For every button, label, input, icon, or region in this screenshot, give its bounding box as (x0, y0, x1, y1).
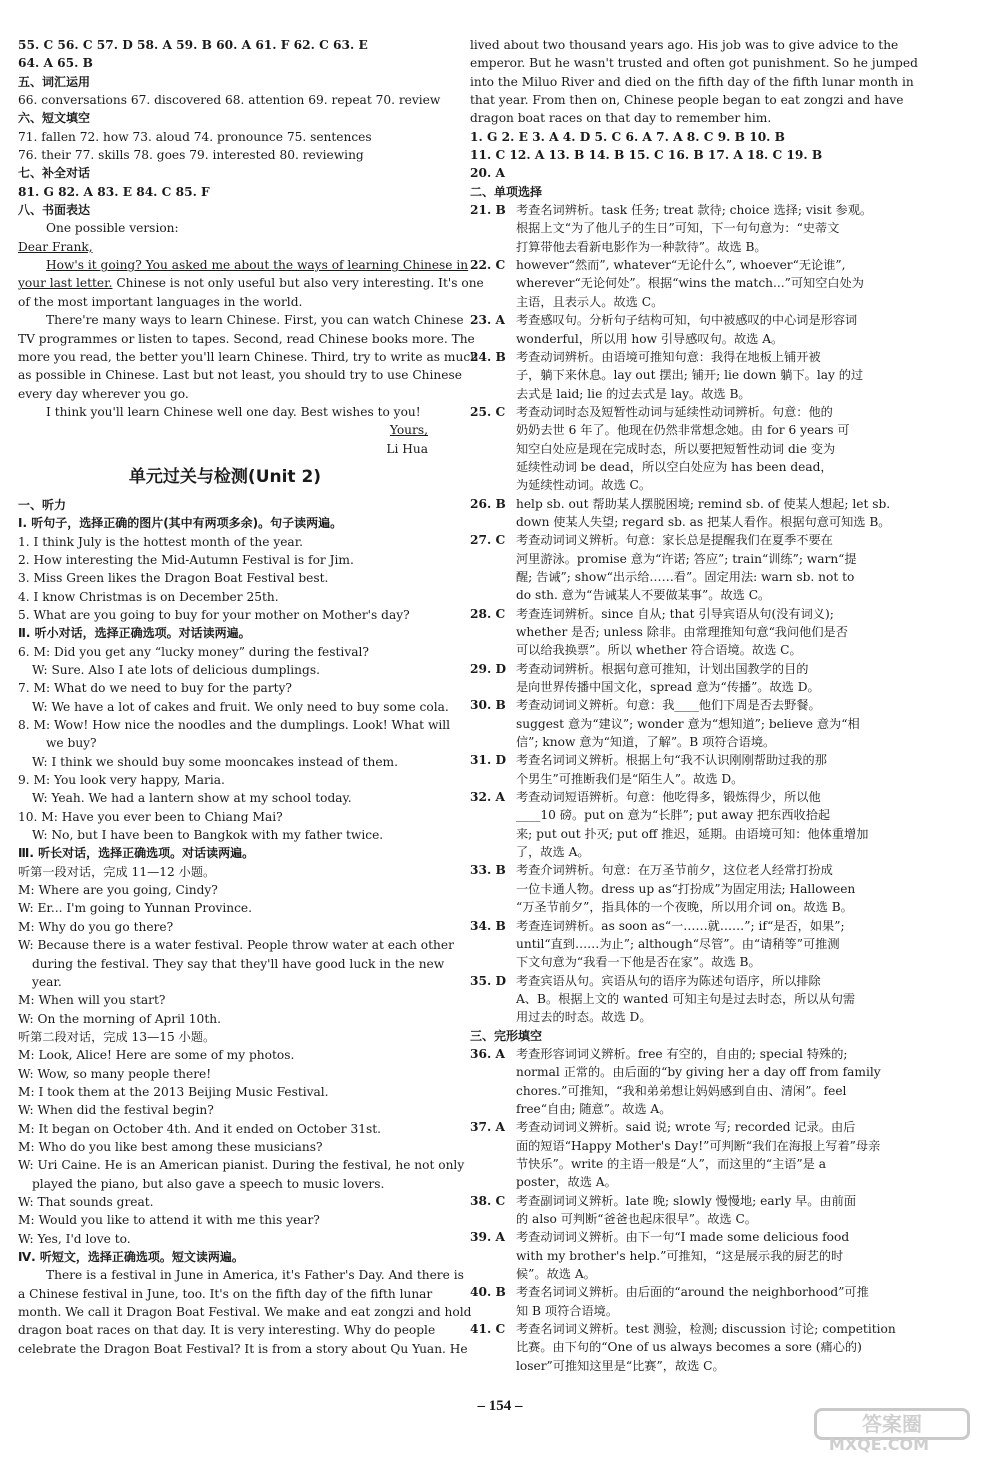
explanation-line: do sth. 意为“告诫某人不要做某事”。故选 C。 (516, 588, 771, 603)
explanation-line: 节快乐”。write 的主语一般是“人”，而这里的“主语”是 a (516, 1156, 826, 1171)
answer-key (470, 1247, 516, 1265)
dialog-line: W: Er... I'm going to Yunnan Province. (18, 901, 253, 916)
explanation-line: A、B。根据上文的 wanted 可知主句是过去时态，所以从句需 (516, 991, 856, 1006)
answer-key (470, 586, 516, 604)
cloze-explanations (470, 1045, 896, 1375)
answer-key: 28. C (470, 606, 506, 621)
dialog-line: M: Would you like to attend it with me this year? (18, 1213, 320, 1228)
answer-key: 33. B (470, 863, 506, 878)
section-heading-fill: 六、短文填空 (18, 111, 91, 126)
explanation-line: loser”可推知这里是“比赛”，故选 C。 (516, 1358, 725, 1373)
explanation-item (470, 972, 884, 1027)
explanation-line: help sb. out 帮助某人摆脱困境; remind sb. of 使某人想起; let sb. (516, 496, 891, 511)
answer-key (470, 990, 516, 1008)
answer-key (470, 935, 516, 953)
answer-key (470, 1063, 516, 1081)
explanation-line: 知空白处应是现在完成时态，所以要把短暂性动词 die 变为 (516, 441, 836, 456)
dialog-line: played the piano, but also gave a speech to music lovers. (32, 1176, 385, 1191)
unit-title: 单元过关与检测(Unit 2) (128, 466, 322, 487)
passage-line: a Chinese festival in June, too. It's on the fifth day of the fifth lunar (18, 1286, 433, 1301)
answer-key: 40. B (470, 1285, 506, 1300)
answer-key (470, 1302, 516, 1320)
answer-key (470, 1155, 516, 1173)
explanation-line: 考查连词辨析。since 自从; that 引导宾语从句(没有词义); (516, 606, 834, 621)
writing-version-label: One possible version: (46, 221, 179, 236)
answer-key: 37. A (470, 1120, 505, 1135)
answer-key: 32. A (470, 790, 505, 805)
explanation-line: 比赛。由下句的“One of us always becomes a sore (痛心的) (516, 1340, 862, 1355)
explanation-line: with my brother's help.”可推知，“这是展示我的厨艺的时 (516, 1248, 844, 1263)
section-heading-cloze: 三、完形填空 (470, 1028, 543, 1043)
explanation-line: 考查副词词义辨析。late 晚; slowly 慢慢地; early 早。由前面 (516, 1193, 857, 1208)
letter-line: as possible in Chinese. Last but not least, you should try to use Chinese (18, 368, 462, 383)
part-3-intro-2: 听第二段对话，完成 13—15 小题。 (18, 1029, 216, 1044)
answer-key (470, 880, 516, 898)
dialog-line: W: No, but I have been to Bangkok with my father twice. (32, 828, 384, 843)
explanation-line: 考查动词短语辨析。句意：他吃得多，锻炼得少，所以他 (516, 790, 821, 805)
explanation-item (470, 1045, 884, 1118)
explanation-line: 醒; 告诫”; show“出示给……看”。固定用法: warn sb. not to (516, 569, 855, 584)
dialog-line: W: When did the festival begin? (18, 1103, 214, 1118)
explanation-line: 考查名词词义辨析。test 测验，检测; discussion 讨论; competition (516, 1322, 896, 1337)
answer-key: 34. B (470, 918, 506, 933)
letter-text: Chinese is not only useful but also very interesting. It's one (112, 276, 484, 291)
answer-key: 39. A (470, 1230, 505, 1245)
explanation-line: 一位卡通人物。dress up as“打扮成”为固定用法; Halloween (516, 881, 856, 896)
explanation-line: 用过去的时态。故选 D。 (516, 1010, 652, 1025)
dialog-line: W: Sure. Also I ate lots of delicious dumplings. (32, 663, 320, 677)
answer-key (470, 421, 516, 439)
answer-key (470, 825, 516, 843)
answer-key: 30. B (470, 698, 506, 713)
explanation-line: chores.”可推知，“我和弟弟想让妈妈感到自由、清闲”。feel (516, 1083, 847, 1098)
letter-line (18, 274, 484, 292)
dialog-line: 9. M: You look very happy, Maria. (18, 773, 225, 788)
dialog-line: M: I took them at the 2013 Beijing Music Festival. (18, 1084, 329, 1099)
explanation-line: 考查宾语从句。宾语从句的语序为陈述句语序，所以排除 (516, 973, 821, 988)
part-1-items (18, 533, 432, 625)
letter-closing: Yours, (389, 423, 428, 438)
answer-key (470, 440, 516, 458)
explanation-item (470, 495, 891, 532)
dialog-line: W: That sounds great. (18, 1194, 154, 1209)
answer-key (470, 843, 516, 861)
explanation-line: whether 是否; unless 除非。由常理推知句意“我问他们是否 (516, 625, 848, 639)
fill-answers-2: 76. their 77. skills 78. goes 79. interested 80. reviewing (18, 148, 364, 163)
explanation-item (470, 1118, 884, 1191)
dialog-line: M: Where are you going, Cindy? (18, 883, 218, 898)
dialog-line: W: Wow, so many people there! (18, 1066, 212, 1081)
explanation-item (470, 1283, 884, 1320)
part-3-dialog-2 (18, 1046, 465, 1248)
explanation-line: 去式是 laid; lie 的过去式是 lay。故选 B。 (516, 386, 751, 401)
dialog-line: 6. M: Did you get any “lucky money” during the festival? (18, 644, 369, 659)
explanation-line: 主语，且表示人。故选 C。 (516, 294, 664, 309)
answer-key (470, 1357, 516, 1375)
explanation-line: 考查介词辨析。句意：在万圣节前夕，这位老人经常打扮成 (516, 863, 833, 878)
explanation-item (470, 788, 884, 861)
explanation-line: 下文句意为“我看一下他是否在家”。故选 B。 (516, 955, 761, 970)
listening-item: 5. What are you going to buy for your mother on Mother's day? (18, 607, 410, 622)
watermark-text-bottom: MXQE.COM (828, 1435, 930, 1454)
passage-line: celebrate the Dragon Boat Festival? It is from a story about Qu Yuan. He (18, 1341, 468, 1356)
explanation-item (470, 917, 884, 972)
dialog-answers: 81. G 82. A 83. E 84. C 85. F (18, 184, 210, 199)
explanation-line: 考查动词辨析。根据句意可推知，计划出国教学的目的 (516, 661, 809, 676)
dialog-line: W: Yeah. We had a lantern show at my school today. (32, 791, 352, 806)
explanation-line: wonderful，所以用 how 引导感叹句。故选 A。 (516, 331, 784, 346)
explanation-line: 的 also 可判断“爸爸也起床很早”。故选 C。 (516, 1212, 757, 1226)
part-3-heading: Ⅲ. 听长对话，选择正确选项。对话读两遍。 (18, 846, 255, 861)
explanation-line: 面的短语“Happy Mother's Day!”可判断“我们在海报上写着”母亲 (516, 1138, 881, 1153)
letter-greeting: Dear Frank, (18, 239, 93, 254)
letter-line: I think you'll learn Chinese well one day. Best wishes to you! (46, 404, 421, 419)
dialog-line: M: When will you start? (18, 993, 166, 1008)
answer-row-2: 64. A 65. B (18, 56, 93, 71)
page-number: – 154 – (477, 1398, 523, 1414)
passage-line: into the Miluo River and died on the fifth day of the fifth lunar month in (470, 74, 914, 89)
left-column (18, 36, 484, 1358)
answer-key: 36. A (470, 1046, 505, 1061)
explanation-line: 知 B 项符合语境。 (516, 1303, 619, 1318)
section-heading-dialog: 七、补全对话 (18, 166, 91, 181)
dialog-line: W: I think we should buy some mooncakes instead of them. (32, 754, 398, 769)
letter-line: more you read, the better you'll learn Chinese. Third, try to write as much (18, 349, 478, 364)
letter-signature: Li Hua (386, 441, 428, 456)
letter-line: TV programmes or listen to tapes. Second, read Chinese books more. The (18, 331, 475, 346)
passage-line: There is a festival in June in America, it's Father's Day. And there is (46, 1268, 464, 1283)
answer-key: 21. B (470, 203, 506, 218)
passage-line: emperor. But he wasn't trusted and often got punishment. So he jumped (470, 56, 918, 71)
answer-key (470, 330, 516, 348)
answer-row-1: 55. C 56. C 57. D 58. A 59. B 60. A 61. F 62. C 63. E (18, 38, 368, 52)
explanation-line: 河里游泳。promise 意为“许诺; 答应”; train“训练”; warn“提 (516, 551, 857, 566)
explanation-item (470, 531, 884, 604)
explanation-line: 考查动词词义辨析。句意：我____他们下周是否去野餐。 (516, 698, 821, 713)
part-2-items (18, 643, 451, 845)
explanation-line: “万圣节前夕”，指具体的一个夜晚，所以用介词 on。故选 B。 (516, 900, 853, 915)
explanation-line: until“直到……为止”; although“尽管”。由“请稍等”可推测 (516, 936, 840, 951)
dialog-line: W: On the morning of April 10th. (18, 1011, 221, 1026)
passage-line: dragon boat races on that day to remember him. (470, 111, 772, 126)
letter-line: How's it going? You asked me about the ways of learning Chinese in (46, 258, 469, 273)
answer-key (470, 1265, 516, 1283)
part-2-heading: Ⅱ. 听小对话，选择正确选项。对话读两遍。 (18, 626, 251, 641)
vocab-answers: 66. conversations 67. discovered 68. attention 69. repeat 70. review (18, 93, 441, 108)
part-3-dialog-1 (18, 881, 454, 1028)
dialog-line: W: Because there is a water festival. People throw water at each other (18, 938, 454, 953)
passage-line: month. We call it Dragon Boat Festival. We make and eat zongzi and hold (18, 1305, 472, 1320)
explanation-line: 考查名词词义辨析。由后面的“around the neighborhood”可推 (516, 1285, 869, 1300)
answer-key: 26. B (470, 496, 506, 511)
right-column (470, 36, 918, 1375)
explanation-line: however“然而”, whatever“无论什么”, whoever“无论谁”, (516, 258, 846, 273)
explanation-line: poster，故选 A。 (516, 1175, 617, 1190)
dialog-line: M: It began on October 4th. And it ended on October 31st. (18, 1121, 382, 1136)
explanation-line: 延续性动词 be dead，所以空白处应为 has been dead， (516, 459, 833, 474)
explanation-item (470, 348, 884, 403)
answer-key (470, 568, 516, 586)
explanation-line: 可以给我换票”。所以 whether 符合语境。故选 C。 (516, 643, 802, 658)
explanation-line: 是向世界传播中国文化，spread 意为“传播”。故选 D。 (516, 680, 820, 695)
answer-key: 31. D (470, 753, 507, 768)
explanation-line: wherever“无论何处”。根据“wins the match...”可知空白处为 (516, 276, 864, 291)
explanation-item (470, 1320, 896, 1375)
explanation-line: ____10 磅。put on 意为“长胖”; put away 把东西收拾起 (516, 808, 831, 823)
answer-key (470, 1082, 516, 1100)
listening-item: 1. I think July is the hottest month of the year. (18, 534, 304, 549)
answer-key: 29. D (470, 661, 507, 676)
explanation-item (470, 696, 884, 751)
answer-key (470, 293, 516, 311)
explanation-line: 考查动词时态及短暂性动词与延续性动词辨析。句意：他的 (516, 404, 833, 419)
explanation-line: suggest 意为“建议”; wonder 意为“想知道”; believe 意为“相 (516, 716, 860, 731)
explanation-line: 考查名词辨析。task 任务; treat 款待; choice 选择; visit 参观。 (516, 203, 873, 218)
explanation-line: 考查动词词义辨析。句意：家长总是提醒我们在夏季不要在 (516, 533, 833, 548)
explanation-line: 奶奶去世 6 年了。他现在仍然非常想念她。由 for 6 years 可 (516, 423, 850, 438)
explanation-line: 考查连词辨析。as soon as“一……就……”; if“是否，如果”; (516, 918, 845, 933)
answer-row: 20. A (470, 166, 505, 181)
dialog-line: W: We have a lot of cakes and fruit. We only need to buy some cola. (32, 699, 449, 714)
explanation-line: 打算带他去看新电影作为一种款待”。故选 B。 (516, 239, 767, 254)
answer-key: 27. C (470, 533, 506, 548)
answer-key (470, 1137, 516, 1155)
answer-key: 38. C (470, 1193, 506, 1208)
explanation-line: 考查感叹句。分析句子结构可知，句中被感叹的中心词是形容词 (516, 313, 858, 328)
part-1-heading: Ⅰ. 听句子，选择正确的图片(其中有两项多余)。句子读两遍。 (18, 516, 343, 531)
section-heading-single-choice: 二、单项选择 (470, 184, 543, 199)
answer-key (470, 366, 516, 384)
explanation-item (470, 660, 884, 697)
dialog-line: during the festival. They say that they'll have good luck in the new (32, 956, 445, 971)
dialog-line: W: Uri Caine. He is an American pianist. During the festival, he not only (18, 1158, 465, 1173)
explanation-item (470, 201, 884, 256)
answer-row: 11. C 12. A 13. B 14. B 15. C 16. B 17. A 18. C 19. B (470, 148, 823, 163)
answer-key (470, 715, 516, 733)
answer-key: 24. B (470, 349, 506, 364)
dialog-line: M: Look, Alice! Here are some of my photos. (18, 1048, 295, 1063)
answer-key: 35. D (470, 973, 507, 988)
answer-key (470, 238, 516, 256)
letter-line: There're many ways to learn Chinese. First, you can watch Chinese (46, 313, 464, 328)
section-heading-vocab: 五、词汇运用 (18, 74, 91, 89)
passage-line: dragon boat races on that day. It is very interesting. Why do people (18, 1323, 436, 1338)
answer-key (470, 1173, 516, 1191)
answer-key: 22. C (470, 258, 506, 273)
explanation-item (470, 1228, 884, 1283)
part-3-intro-1: 听第一段对话，完成 11—12 小题。 (18, 864, 216, 879)
answer-key (470, 1100, 516, 1118)
answer-key (470, 385, 516, 403)
explanation-item (470, 403, 884, 495)
explanation-line: 信”; know 意为“知道，了解”。B 项符合语境。 (516, 735, 776, 750)
part-4-passage (18, 1266, 472, 1358)
answer-key (470, 953, 516, 971)
watermark-logo (774, 1408, 986, 1458)
answer-key (470, 678, 516, 696)
letter-line: every day wherever you go. (18, 386, 189, 401)
explanation-line: 来; put out 扑灭; put off 推迟，延期。由语境可知：他体重增加 (516, 826, 869, 841)
answer-key (470, 513, 516, 531)
single-choice-explanations (470, 201, 891, 1026)
listening-item: 4. I know Christmas is on December 25th. (18, 589, 279, 604)
section-heading-listening: 一、听力 (18, 497, 67, 512)
explanation-item (470, 256, 884, 311)
answer-key (470, 458, 516, 476)
explanation-line: 考查形容词词义辨析。free 有空的，自由的; special 特殊的; (516, 1046, 848, 1061)
passage-line: that year. From then on, Chinese people began to eat zongzi and have (470, 93, 904, 108)
explanation-item (470, 311, 884, 348)
answer-key (470, 219, 516, 237)
letter-line: of the most important languages in the world. (18, 294, 303, 309)
explanation-item (470, 605, 884, 660)
explanation-line: 个男生”可推断我们是“陌生人”。故选 D。 (516, 771, 744, 786)
explanation-item (470, 861, 884, 916)
dialog-line: year. (32, 974, 62, 989)
explanation-item (470, 751, 884, 788)
answer-key: 23. A (470, 313, 505, 328)
answer-key (470, 274, 516, 292)
answer-key (470, 733, 516, 751)
fill-answers-1: 71. fallen 72. how 73. aloud 74. pronounce 75. sentences (18, 129, 372, 144)
answer-key (470, 1210, 516, 1228)
answer-key (470, 770, 516, 788)
answer-key: 25. C (470, 404, 506, 419)
dialog-line: 7. M: What do we need to buy for the party? (18, 681, 292, 696)
explanation-line: 根据上文“为了他儿子的生日”可知，下一句句意为：“史蒂文 (516, 221, 840, 236)
dialog-line: 8. M: Wow! How nice the noodles and the dumplings. Look! What will (18, 718, 451, 733)
passage-line: lived about two thousand years ago. His job was to give advice to the (470, 38, 899, 52)
listening-item: 3. Miss Green likes the Dragon Boat Festival best. (18, 571, 329, 586)
explanation-line: 候”。故选 A。 (516, 1267, 596, 1282)
explanation-line: 考查动词词义辨析。said 说; wrote 写; recorded 记录。由后 (516, 1120, 856, 1135)
explanation-line: down 使某人失望; regard sb. as 把某人看作。根据句意可知选 B。 (516, 514, 891, 529)
explanation-line: 考查名词词义辨析。根据上句“我不认识刚刚帮助过我的那 (516, 753, 827, 768)
explanation-line: free“自由; 随意”。故选 A。 (516, 1101, 672, 1116)
answer-key (470, 550, 516, 568)
part-4-heading: Ⅳ. 听短文，选择正确选项。短文读两遍。 (18, 1250, 244, 1264)
explanation-line: 考查动词词义辨析。由下一句“I made some delicious food (516, 1230, 850, 1245)
answer-key (470, 623, 516, 641)
listening-item: 2. How interesting the Mid-Autumn Festival is for Jim. (18, 552, 354, 567)
answer-key (470, 476, 516, 494)
dialog-line: M: Who do you like best among these musicians? (18, 1139, 323, 1154)
explanation-item (470, 1192, 884, 1229)
answer-key (470, 1008, 516, 1026)
answer-key (470, 1338, 516, 1356)
explanation-line: 了，故选 A。 (516, 845, 590, 860)
explanation-line: 子，躺下来休息。lay out 摆出; 铺开; lie down 躺下。lay 的过 (516, 368, 864, 383)
section-heading-writing: 八、书面表达 (18, 203, 91, 218)
dialog-line: 10. M: Have you ever been to Chiang Mai? (18, 809, 283, 824)
answer-row: 1. G 2. E 3. A 4. D 5. C 6. A 7. A 8. C 9. B 10. B (470, 129, 785, 144)
watermark-text-top: 答案圈 (814, 1408, 970, 1440)
explanation-line: 考查动词辨析。由语境可推知句意：我得在地板上铺开被 (516, 349, 821, 364)
dialog-line: M: Why do you go there? (18, 919, 174, 934)
explanation-line: normal 正常的。由后面的“by giving her a day off from family (516, 1065, 881, 1080)
answer-key: 41. C (470, 1322, 506, 1337)
answer-key (470, 641, 516, 659)
answer-key (470, 806, 516, 824)
dialog-line: we buy? (46, 736, 97, 751)
dialog-line: W: Yes, I'd love to. (18, 1231, 131, 1246)
letter-underlined-text: your last letter. (18, 276, 113, 291)
answer-key (470, 898, 516, 916)
explanation-line: 为延续性动词。故选 C。 (516, 478, 652, 493)
